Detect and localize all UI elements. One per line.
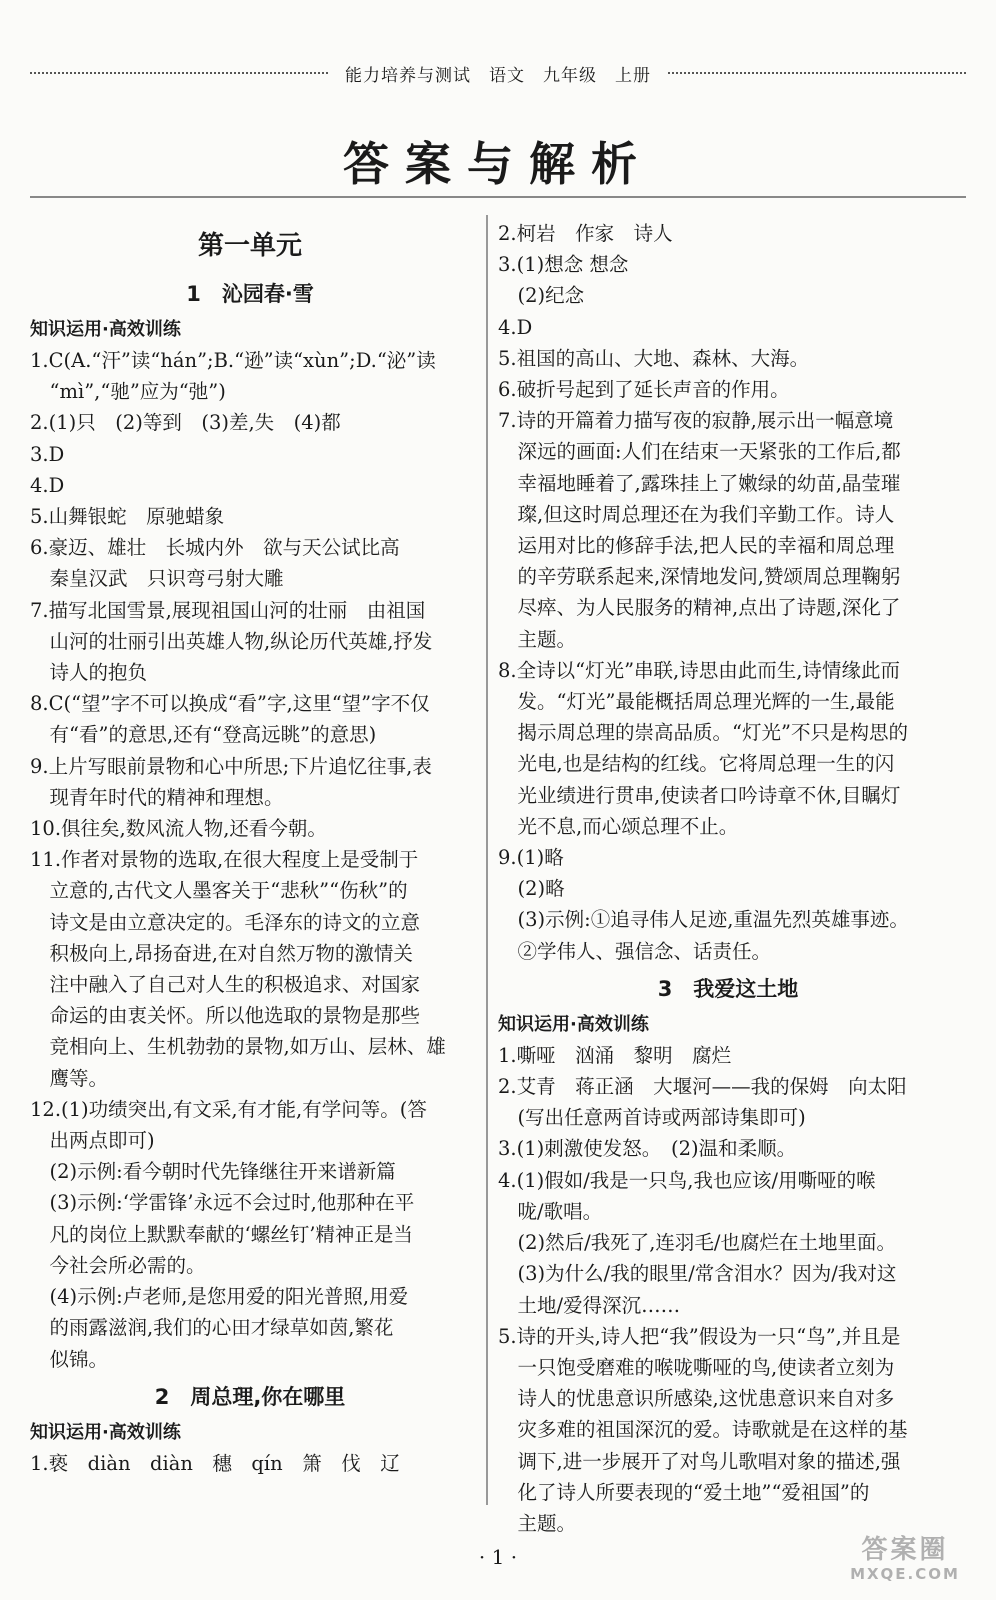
answer-line: (2)纪念 [498,284,585,308]
section-heading: 知识运用·高效训练 [30,319,181,340]
answer-line: 7.诗的开篇着力描写夜的寂静,展示出一幅意境 [498,409,894,433]
answer-line: 5.祖国的高山、大地、森林、大海。 [498,346,810,370]
watermark-logo [830,1535,980,1591]
answer-line: 1.亵 diàn diàn 穗 qín 箫 伐 辽 [30,1451,400,1475]
answer-line: (2)示例:看今朝时代先锋继往开来谱新篇 [30,1160,396,1184]
answer-line: 3.(1)想念 想念 [498,253,629,277]
answer-line: 竞相向上、生机勃勃的景物,如万山、层林、雄 [30,1035,446,1059]
column-divider [486,215,488,1505]
answer-line: 1.C(A.“汗”读“hán”;B.“逊”读“xùn”;D.“泌”读 [30,349,436,372]
answer-line: 诗人的忧患意识所感染,这忧患意识来自对多 [498,1387,895,1411]
answer-line: 似锦。 [30,1347,109,1371]
answer-line: 尽瘁、为人民服务的精神,点出了诗题,深化了 [498,596,901,620]
answer-line: 今社会所必需的。 [30,1253,206,1277]
answer-line: 秦皇汉武 只识弯弓射大雕 [30,567,284,591]
right-column [498,218,958,1539]
lesson2-answers-left [30,1448,470,1479]
answer-line: 幸福地睡着了,露珠挂上了嫩绿的幼苗,晶莹璀 [498,471,901,495]
answer-line: 诗人的抱负 [30,661,148,685]
answer-line: 的辛劳联系起来,深情地发问,赞颂周总理鞠躬 [498,565,901,589]
answer-line: 3.D [30,442,65,466]
answer-line: 璨,但这时周总理还在为我们辛勤工作。诗人 [498,502,895,526]
answer-line: 12.(1)功绩突出,有文采,有才能,有学问等。(答 [30,1097,427,1121]
answer-line: 命运的由衷关怀。所以他选取的景物是那些 [30,1004,421,1028]
answer-line: (2)然后/我死了,连羽毛/也腐烂在土地里面。 [498,1231,896,1255]
answer-line: (3)示例:①追寻伟人足迹,重温先烈英雄事迹。 [498,908,909,932]
lesson-title: 1 沁园春·雪 [186,282,314,306]
answer-line: 2.艾青 蒋正涵 大堰河——我的保姆 向太阳 [498,1075,907,1099]
watermark-url: MXQE.COM [850,1565,960,1583]
answer-line: 诗文是由立意决定的。毛泽东的诗文的立意 [30,910,421,934]
answer-line: 主题。 [498,1511,577,1535]
answer-line: 一只饱受磨难的喉咙嘶哑的鸟,使读者立刻为 [498,1355,895,1379]
answer-line: 4.(1)假如/我是一只鸟,我也应该/用嘶哑的喉 [498,1168,876,1192]
answer-line: 积极向上,昂扬奋进,在对自然万物的激情关 [30,941,413,965]
answer-line: 调下,进一步展开了对鸟儿歌唱对象的描述,强 [498,1449,901,1473]
answer-line: 的雨露滋润,我们的心田才绿草如茵,繁花 [30,1316,394,1340]
answer-line: 光电,也是结构的红线。它将周总理一生的闪 [498,752,895,776]
section-heading: 知识运用·高效训练 [30,1421,181,1443]
unit-title: 第一单元 [197,231,302,261]
answer-line: 有“看”的意思,还有“登高远眺”的意思) [30,723,377,747]
watermark-text: 答案圈 [861,1535,949,1565]
answer-line: (4)示例:卢老师,是您用爱的阳光普照,用爱 [30,1285,409,1309]
answer-line: 咙/歌唱。 [498,1199,603,1223]
left-column [30,218,470,1479]
page-number: · 1 · [478,1545,518,1569]
answer-line: (3)示例:‘学雷锋’永远不会过时,他那种在平 [30,1191,415,1215]
answer-line: 发。“灯光”最能概括周总理光辉的一生,最能 [498,690,895,714]
answer-line: 5.诗的开头,诗人把“我”假设为一只“鸟”,并且是 [498,1324,901,1348]
running-header [30,62,966,84]
answer-line: 立意的,古代文人墨客关于“悲秋”“伤秋”的 [30,879,408,903]
answer-line: 山河的壮丽引出英雄人物,纵论历代英雄,抒发 [30,629,433,653]
answer-line: (3)为什么/我的眼里/常含泪水？因为/我对这 [498,1262,897,1286]
header-text [328,61,668,86]
answer-line: 8.C(“望”字不可以换成“看”字,这里“望”字不仅 [30,692,430,716]
header-subject: 语文 [489,65,525,86]
answer-line: “mì”,“驰”应为“弛”) [30,380,226,404]
answer-line: 2.(1)只 (2)等到 (3)差,失 (4)都 [30,411,341,435]
answer-line: 1.嘶哑 汹涌 黎明 腐烂 [498,1043,732,1067]
answer-line: 6.豪迈、雄壮 长城内外 欲与天公试比高 [30,536,400,560]
page-title: 答案与解析 [343,137,653,191]
answer-line: 出两点即可) [30,1129,155,1153]
answer-line: 深远的画面:人们在结束一天紧张的工作后,都 [498,440,901,464]
answer-line: 光不息,而心颂总理不止。 [498,814,739,838]
header-volume: 上册 [615,65,651,86]
header-book: 能力培养与测试 [345,65,471,86]
lesson1-answers [30,345,470,1375]
header-dotted-rule-left [30,72,328,74]
answer-line: 3.(1)刺激使发怒。 (2)温和柔顺。 [498,1137,797,1161]
header-grade: 九年级 [543,65,597,86]
answer-line: (2)略 [498,877,565,901]
answer-line: 土地/爱得深沉…… [498,1293,681,1317]
answer-line: 4.D [30,473,65,497]
answer-line: 光业绩进行贯串,使读者口吟诗章不休,目瞩灯 [498,783,901,807]
answer-line: 2.柯岩 作家 诗人 [498,222,673,245]
answer-line: (写出任意两首诗或两部诗集即可) [498,1106,806,1130]
answer-line: 鹰等。 [30,1066,109,1090]
answer-line: 6.破折号起到了延长声音的作用。 [498,378,790,402]
header-dotted-rule-right [668,72,966,74]
answer-line: 揭示周总理的崇高品质。“灯光”不只是构思的 [498,721,908,745]
answer-line: 灾多难的祖国深沉的爱。诗歌就是在这样的基 [498,1418,908,1442]
answer-line: 10.俱往矣,数风流人物,还看今朝。 [30,817,327,841]
answer-line: 注中融入了自己对人生的积极追求、对国家 [30,973,421,997]
lesson2-answers-right [498,218,958,967]
answer-line: 11.作者对景物的选取,在很大程度上是受制于 [30,848,419,872]
lesson-title: 3 我爱这土地 [657,976,799,1001]
section-heading: 知识运用·高效训练 [498,1013,649,1035]
answer-line: 9.上片写眼前景物和心中所思;下片追忆往事,表 [30,754,432,778]
answer-line: 5.山舞银蛇 原驰蜡象 [30,505,225,529]
answer-line: 4.D [498,315,533,339]
answer-line: 7.描写北国雪景,展现祖国山河的壮丽 由祖国 [30,598,426,622]
answer-line: 8.全诗以“灯光”串联,诗思由此而生,诗情缘此而 [498,658,900,682]
answer-line: 现青年时代的精神和理想。 [30,785,284,809]
answer-line: 9.(1)略 [498,846,564,870]
title-rule [30,196,966,198]
answer-line: 主题。 [498,627,577,651]
answer-line: ②学伟人、强信念、话责任。 [498,939,772,963]
lesson3-answers [498,1040,958,1539]
answer-line: 运用对比的修辞手法,把人民的幸福和周总理 [498,534,895,558]
lesson-title: 2 周总理,你在哪里 [154,1384,346,1409]
answer-line: 化了诗人所要表现的“爱土地”“爱祖国”的 [498,1480,870,1504]
answer-line: 凡的岗位上默默奉献的‘螺丝钉’精神正是当 [30,1222,413,1246]
